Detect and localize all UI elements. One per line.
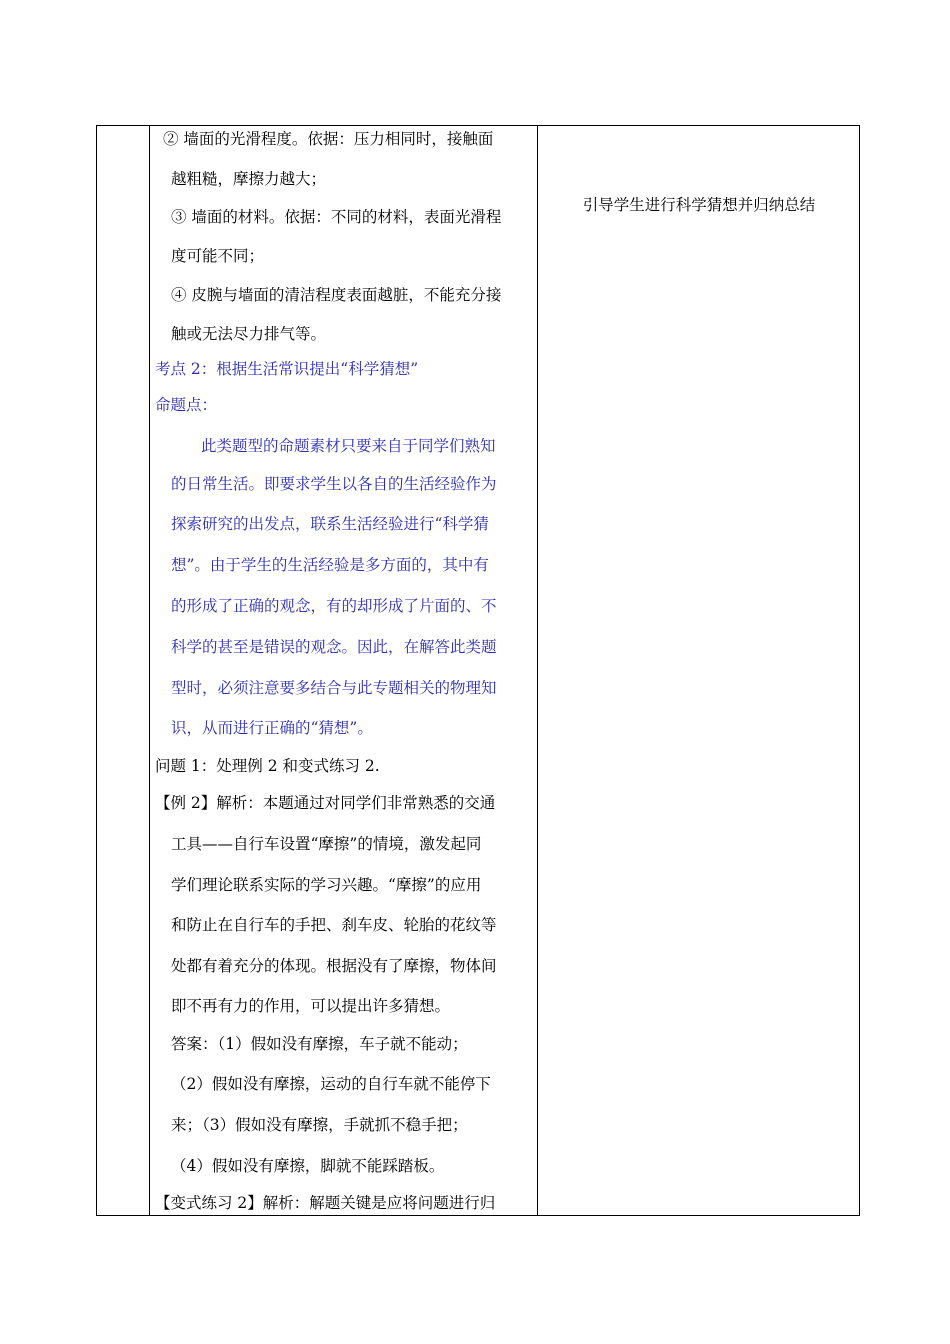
content-line: 问题 1：处理例 2 和变式练习 2. <box>155 757 380 775</box>
content-line: 【变式练习 2】解析：解题关键是应将问题进行归 <box>155 1194 496 1212</box>
content-line: 的形成了正确的观念，有的却形成了片面的、不 <box>171 597 497 615</box>
content-line: 的日常生活。即要求学生以各自的生活经验作为 <box>171 475 497 493</box>
content-line: ③ 墙面的材料。依据：不同的材料，表面光滑程 <box>171 208 502 226</box>
content-line: 和防止在自行车的手把、刹车皮、轮胎的花纹等 <box>171 916 497 934</box>
content-line: 即不再有力的作用，可以提出许多猜想。 <box>171 997 451 1015</box>
content-line: 处都有着充分的体现。根据没有了摩擦，物体间 <box>171 957 497 975</box>
content-line: 识，从而进行正确的“猜想”。 <box>171 719 373 737</box>
lesson-content-column <box>149 125 537 1216</box>
content-line: 答案：（1）假如没有摩擦，车子就不能动； <box>171 1035 468 1053</box>
content-line: 此类题型的命题素材只要来自于同学们熟知 <box>201 437 496 455</box>
content-line: （4）假如没有摩擦，脚就不能踩踏板。 <box>171 1157 445 1175</box>
content-line: 【例 2】解析：本题通过对同学们非常熟悉的交通 <box>155 794 496 812</box>
section-subheading: 命题点： <box>155 396 218 414</box>
column-divider-right <box>537 125 538 1216</box>
content-line: 想”。由于学生的生活经验是多方面的，其中有 <box>171 556 489 574</box>
content-line: 度可能不同； <box>171 247 265 265</box>
content-line: 探索研究的出发点，联系生活经验进行“科学猜 <box>171 515 489 533</box>
content-line: 来；（3）假如没有摩擦，手就抓不稳手把； <box>171 1116 468 1134</box>
section-heading: 考点 2：根据生活常识提出“科学猜想” <box>155 360 419 378</box>
content-line: 学们理论联系实际的学习兴趣。“摩擦”的应用 <box>171 876 482 894</box>
content-line: 工具——自行车设置“摩擦”的情境，激发起同 <box>171 835 482 853</box>
content-line: （2）假如没有摩擦，运动的自行车就不能停下 <box>171 1075 491 1093</box>
content-line: 触或无法尽力排气等。 <box>171 325 327 343</box>
content-line: ④ 皮腕与墙面的清洁程度表面越脏，不能充分接 <box>171 286 502 304</box>
content-line: 型时，必须注意要多结合与此专题相关的物理知 <box>171 679 497 697</box>
content-line: 越粗糙，摩擦力越大； <box>171 170 327 188</box>
teaching-note: 引导学生进行科学猜想并归纳总结 <box>582 196 816 214</box>
content-line: 科学的甚至是错误的观念。因此，在解答此类题 <box>171 638 497 656</box>
content-line: ② 墙面的光滑程度。依据：压力相同时，接触面 <box>163 130 494 148</box>
